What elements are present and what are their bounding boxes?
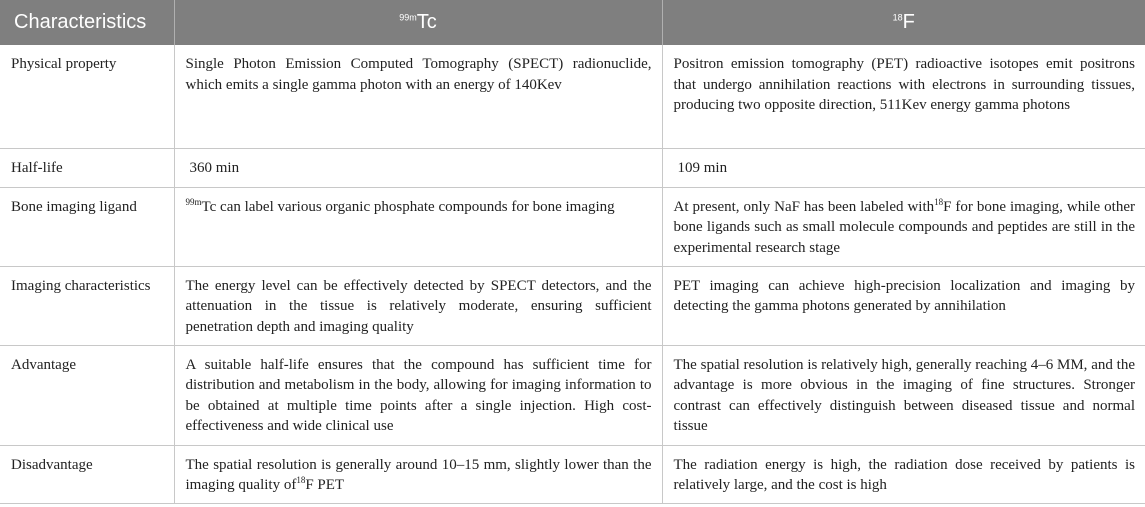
table-header: [0, 0, 1145, 45]
row-label: Physical property: [0, 45, 174, 148]
header-row: [0, 0, 1145, 45]
tc-cell: [174, 445, 662, 503]
row-label: Advantage: [0, 345, 174, 445]
table-row: [0, 266, 1145, 345]
cell-text: At present, only NaF has been labeled with: [673, 198, 935, 215]
superscript: 18: [296, 475, 306, 485]
table-row: [0, 148, 1145, 187]
f-symbol: F: [902, 11, 915, 33]
cell-text: The spatial resolution is generally around 10–15 mm, slightly lower than the imaging quality of: [185, 456, 652, 493]
tc-cell: 360 min: [174, 148, 662, 187]
cell-text: Tc can label various organic phosphate compounds for bone imaging: [201, 198, 615, 215]
f-cell: The spatial resolution is relatively high, generally reaching 4–6 MM, and the advantage is more obvious in the imaging of fine structures. Stronger contrast can effectively distinguish between diseased tissue and normal tissue: [662, 345, 1145, 445]
tc-mass-number: 99m: [399, 12, 417, 23]
tc-cell: [174, 187, 662, 266]
header-tc99m: [174, 0, 662, 45]
tc-cell: Single Photon Emission Computed Tomography (SPECT) radionuclide, which emits a single gamma photon with an energy of 140Kev: [174, 45, 662, 148]
superscript: 99m: [185, 196, 202, 207]
f-cell: 109 min: [662, 148, 1145, 187]
row-label: Bone imaging ligand: [0, 187, 174, 266]
table-row: [0, 345, 1145, 445]
f-cell: PET imaging can achieve high-precision localization and imaging by detecting the gamma photons generated by annihilation: [662, 266, 1145, 345]
f-cell: Positron emission tomography (PET) radioactive isotopes emit positrons that undergo annihilation reactions with electrons in surrounding tissues, producing two opposite direction, 511Kev energy gamma photons: [662, 45, 1145, 148]
table-row: [0, 45, 1145, 148]
tc-cell: The energy level can be effectively detected by SPECT detectors, and the attenuation in the tissue is relatively moderate, ensuring sufficient penetration depth and imaging quality: [174, 266, 662, 345]
header-f18: [662, 0, 1145, 45]
superscript: 18: [934, 196, 944, 207]
table-row: [0, 187, 1145, 266]
f-mass-number: 18: [892, 12, 903, 23]
row-label: Imaging characteristics: [0, 266, 174, 345]
table-row: [0, 445, 1145, 503]
tc-cell: A suitable half-life ensures that the compound has sufficient time for distribution and metabolism in the body, allowing for imaging information to be obtained at multiple time points after a single injection. High cost-effectiveness and wide clinical use: [174, 345, 662, 445]
f-cell: [662, 187, 1145, 266]
tc-symbol: Tc: [416, 11, 437, 33]
cell-text: F PET: [305, 477, 345, 493]
row-label: Half-life: [0, 148, 174, 187]
f-cell: The radiation energy is high, the radiation dose received by patients is relatively large, and the cost is high: [662, 445, 1145, 503]
cell-text: F for bone imaging, while other bone ligands such as small molecule compounds and peptides are still in the experimental research stage: [673, 198, 1136, 256]
row-label: Disadvantage: [0, 445, 174, 503]
header-characteristics: Characteristics: [0, 0, 174, 45]
